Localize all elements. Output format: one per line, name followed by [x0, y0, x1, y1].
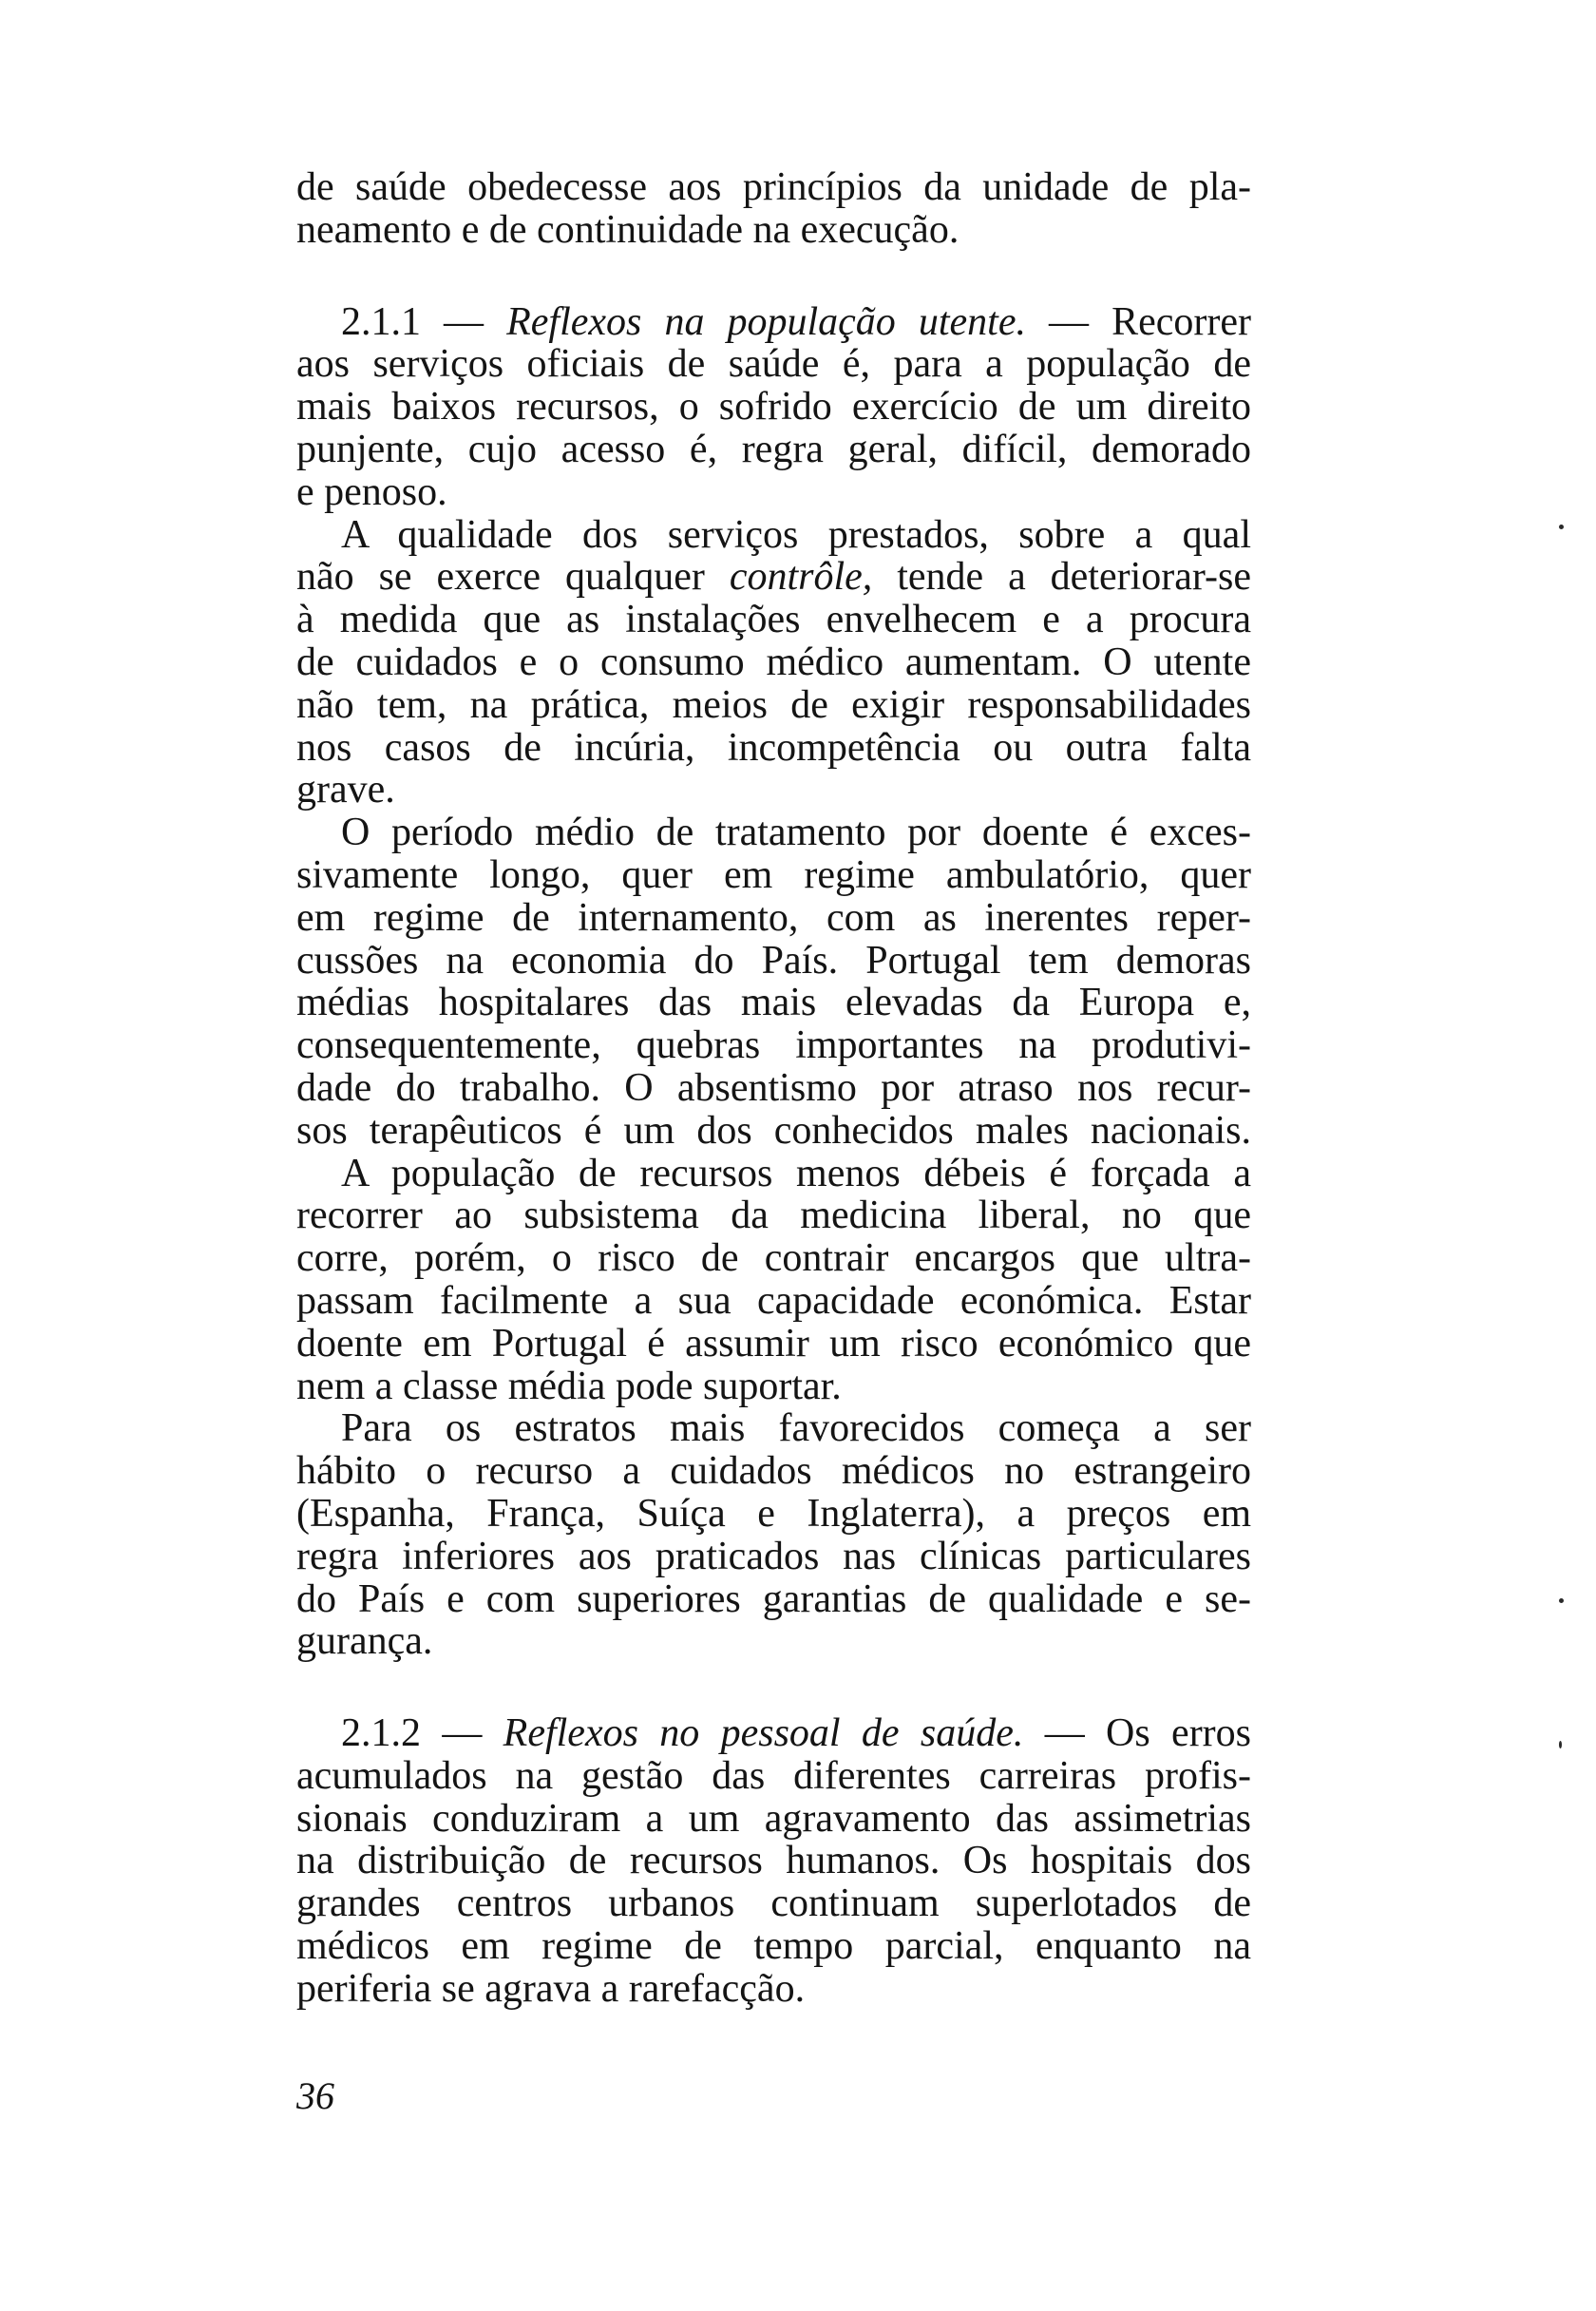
text-line: O período médio de tratamento por doente é exces-	[341, 811, 1251, 855]
heading-tail: — Recorrer	[1026, 299, 1252, 344]
text-line: dade do trabalho. O absentismo por atraso nos recur-	[296, 1065, 1251, 1110]
text-line: nem a classe média pode suportar.	[296, 1364, 842, 1408]
text-line: (Espanha, França, Suíça e Inglaterra), a preços em	[296, 1491, 1251, 1536]
page-number: 36	[296, 2074, 334, 2117]
section-title: Reflexos no pessoal de saúde.	[503, 1711, 1024, 1756]
text-line: de cuidados e o consumo médico aumentam. O utente	[296, 640, 1251, 684]
text-line: recorrer ao subsistema da medicina liberal, no que	[296, 1194, 1251, 1238]
section-2-1-2	[296, 1712, 1251, 2011]
text-line: médias hospitalares das mais elevadas da Europa e,	[296, 981, 1251, 1025]
text-line: corre, porém, o risco de contrair encargos que ultra-	[296, 1236, 1251, 1281]
section-gap	[296, 1663, 1251, 1712]
italic-term: contrôle,	[729, 555, 873, 600]
scan-speck	[1559, 1598, 1564, 1603]
section-2-1-1	[296, 301, 1251, 1664]
text-line: nos casos de incúria, incompetência ou outra falta	[296, 725, 1251, 770]
text-fragment: tende a deteriorar-se	[872, 555, 1251, 600]
section-heading-line	[296, 301, 1251, 344]
text-line: em regime de internamento, com as inerentes reper-	[296, 895, 1251, 940]
em-dash: —	[421, 1711, 504, 1756]
text-line: mais baixos recursos, o sofrido exercício de um direito	[296, 385, 1251, 430]
heading-tail: — Os erros	[1023, 1711, 1252, 1756]
text-line: do País e com superiores garantias de qualidade e se-	[296, 1576, 1251, 1621]
text-line: regra inferiores aos praticados nas clínicas particulares	[296, 1534, 1251, 1578]
text-line: doente em Portugal é assumir um risco económico que	[296, 1321, 1251, 1366]
text-line: periferia se agrava a rarefacção.	[296, 1966, 806, 2011]
text-line: aos serviços oficiais de saúde é, para a população de	[296, 342, 1251, 387]
section-number: 2.1.1	[341, 299, 421, 344]
text-line: cussões na economia do País. Portugal tem demoras	[296, 938, 1251, 983]
text-line: sos terapêuticos é um dos conhecidos males nacionais.	[296, 1108, 1251, 1153]
text-line: hábito o recurso a cuidados médicos no estrangeiro	[296, 1449, 1251, 1494]
text-line: consequentemente, quebras importantes na produtivi-	[296, 1023, 1251, 1068]
text-line: e penoso.	[296, 469, 447, 514]
text-line: neamento e de continuidade na execução.	[296, 207, 960, 252]
text-line: na distribuição de recursos humanos. Os hospitais dos	[296, 1839, 1251, 1883]
text-line: não tem, na prática, meios de exigir responsabilidades	[296, 682, 1251, 727]
text-line: A qualidade dos serviços prestados, sobre a qual	[341, 512, 1251, 557]
text-line: passam facilmente a sua capacidade económica. Estar	[296, 1278, 1251, 1323]
text-column	[296, 166, 1251, 2011]
text-line: médicos em regime de tempo parcial, enquanto na	[296, 1924, 1251, 1969]
section-heading-line	[296, 1712, 1251, 1755]
em-dash: —	[421, 299, 507, 344]
text-line: gurança.	[296, 1619, 433, 1664]
section-gap	[296, 252, 1251, 301]
intro-paragraph	[296, 166, 1251, 252]
text-line: punjente, cujo acesso é, regra geral, difícil, demorado	[296, 427, 1251, 471]
text-fragment: não se exerce qualquer	[296, 555, 730, 600]
text-line-with-italic	[296, 556, 1251, 599]
text-line: Para os estratos mais favorecidos começa a ser	[341, 1406, 1251, 1451]
text-line: à medida que as instalações envelhecem e a procura	[296, 598, 1251, 642]
text-line: sivamente longo, quer em regime ambulatório, quer	[296, 852, 1251, 897]
section-number: 2.1.2	[341, 1711, 421, 1756]
section-title: Reflexos na população utente.	[506, 299, 1026, 344]
scan-speck	[1559, 525, 1564, 529]
text-line: de saúde obedecesse aos princípios da unidade de pla-	[296, 165, 1251, 209]
text-line: grave.	[296, 768, 395, 812]
text-line: A população de recursos menos débeis é forçada a	[341, 1151, 1251, 1195]
scan-speck	[1559, 1741, 1562, 1748]
text-line: grandes centros urbanos continuam superlotados de	[296, 1881, 1251, 1926]
text-line: sionais conduziram a um agravamento das assimetrias	[296, 1796, 1251, 1841]
text-line: acumulados na gestão das diferentes carreiras profis-	[296, 1753, 1251, 1798]
